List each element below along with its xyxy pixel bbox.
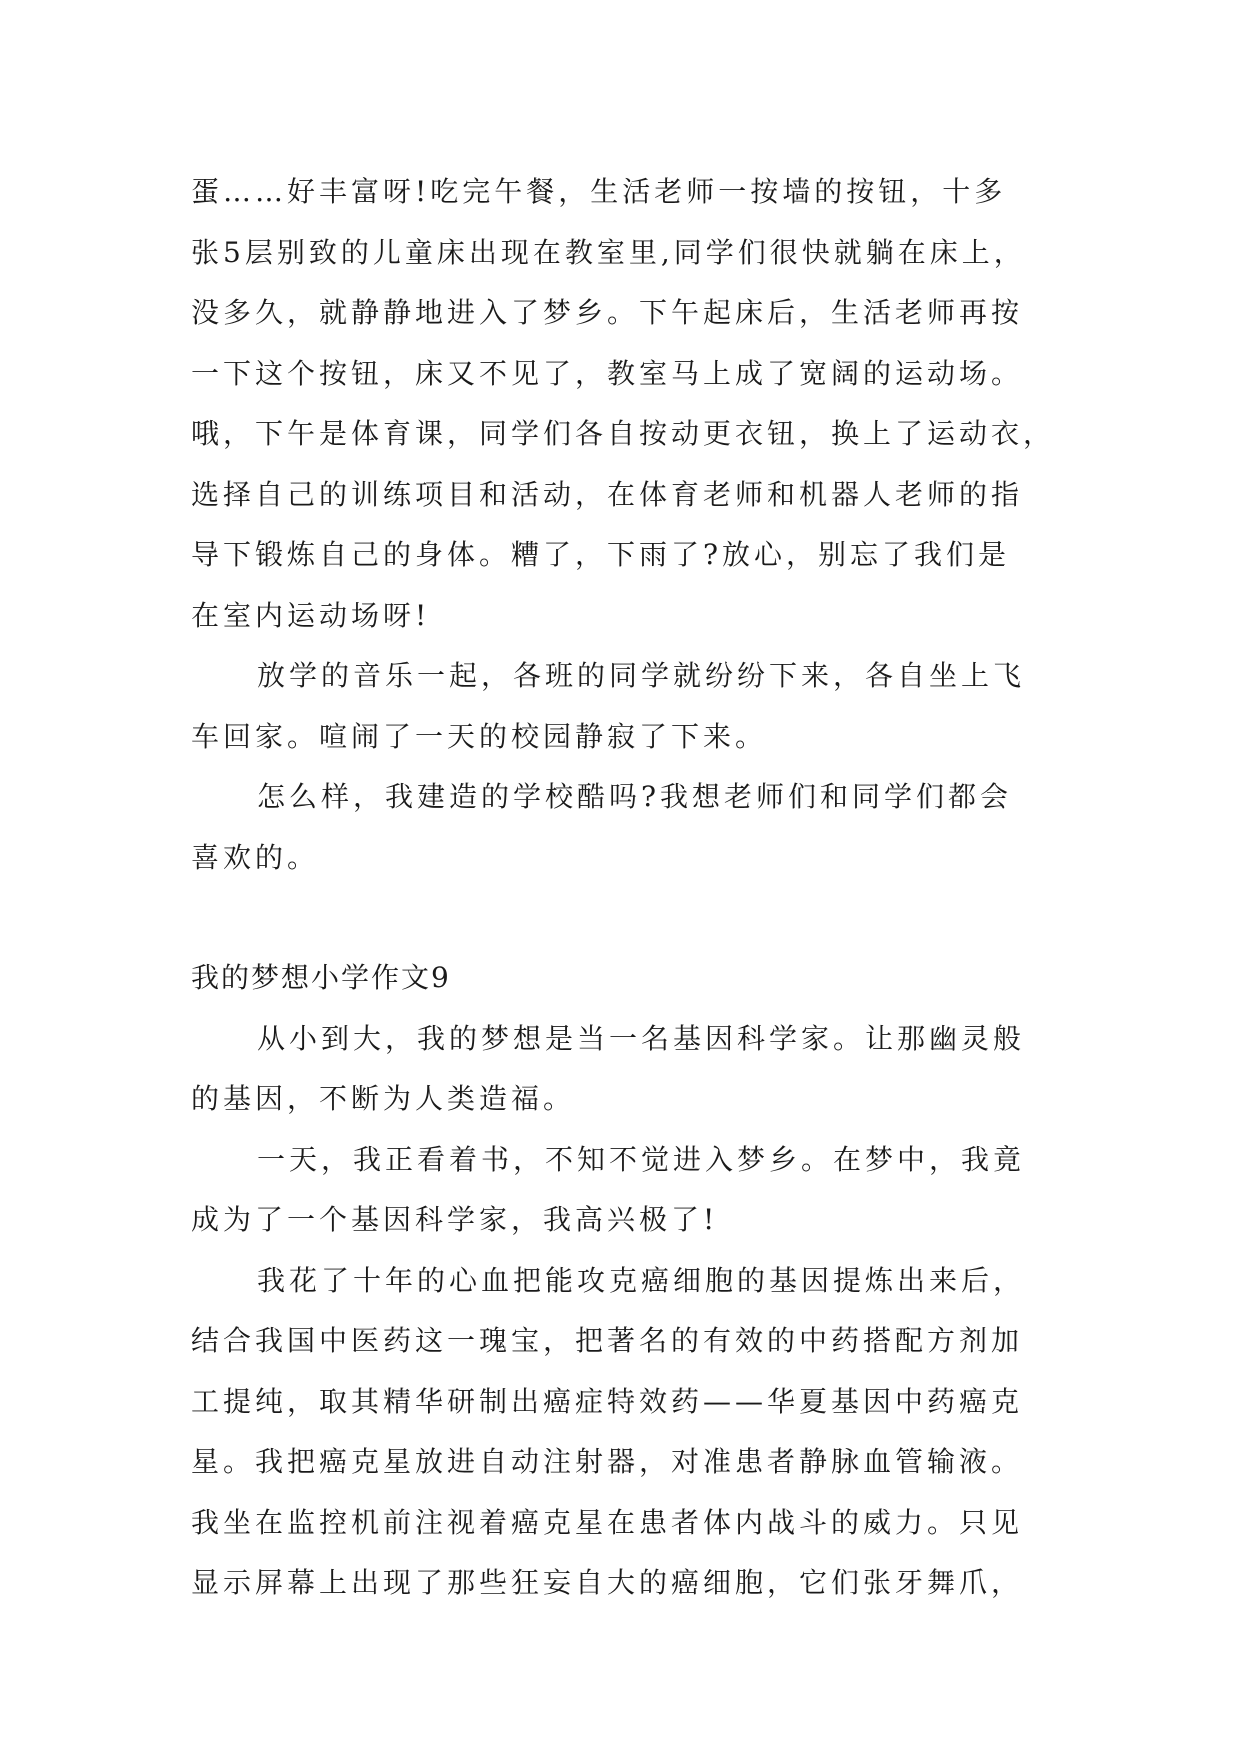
text-line: 我花了十年的心血把能攻克癌细胞的基因提炼出来后， <box>257 1263 1026 1297</box>
paragraph <box>191 162 1061 646</box>
text-line: 张5层别致的儿童床出现在教室里,同学们很快就躺在床上， <box>191 235 1026 269</box>
document-body <box>191 162 1061 1614</box>
text-line: 成为了一个基因科学家，我高兴极了! <box>191 1203 719 1236</box>
text-line: 的基因，不断为人类造福。 <box>191 1082 576 1115</box>
text-line: 工提纯，取其精华研制出癌症特效药——华夏基因中药癌克 <box>191 1384 1024 1418</box>
text-line: 一天，我正看着书，不知不觉进入梦乡。在梦中，我竟 <box>257 1142 1026 1176</box>
text-line: 车回家。喧闹了一天的校园静寂了下来。 <box>191 719 768 753</box>
paragraph <box>191 646 1061 767</box>
text-line: 显示屏幕上出现了那些狂妄自大的癌细胞，它们张牙舞爪， <box>191 1566 1024 1599</box>
text-line: 结合我国中医药这一瑰宝，把著名的有效的中药搭配方剂加 <box>191 1324 1024 1357</box>
text-line: 星。我把癌克星放进自动注射器，对准患者静脉血管输液。 <box>191 1445 1024 1478</box>
text-line: 怎么样，我建造的学校酷吗?我想老师们和同学们都会 <box>257 780 1013 813</box>
text-line: 我坐在监控机前注视着癌克星在患者体内战斗的威力。只见 <box>191 1505 1024 1539</box>
text-line: 哦，下午是体育课，同学们各自按动更衣钮，换上了运动衣， <box>191 417 1056 450</box>
paragraph <box>191 1009 1061 1130</box>
text-line: 在室内运动场呀! <box>191 598 431 632</box>
text-line: 选择自己的训练项目和活动，在体育老师和机器人老师的指 <box>191 477 1024 511</box>
section-gap <box>191 888 1061 948</box>
text-line: 导下锻炼自己的身体。糟了，下雨了?放心，别忘了我们是 <box>191 538 1011 571</box>
paragraph <box>191 1251 1061 1614</box>
text-line: 放学的音乐一起，各班的同学就纷纷下来，各自坐上飞 <box>257 659 1026 692</box>
text-line: 蛋……好丰富呀!吃完午餐，生活老师一按墙的按钮，十多 <box>191 175 1007 208</box>
text-line: 从小到大，我的梦想是当一名基因科学家。让那幽灵般 <box>257 1021 1026 1055</box>
text-line: 没多久，就静静地进入了梦乡。下午起床后，生活老师再按 <box>191 296 1024 329</box>
paragraph <box>191 1130 1061 1251</box>
paragraph <box>191 767 1061 888</box>
text-line: 喜欢的。 <box>191 840 320 874</box>
section-heading: 我的梦想小学作文9 <box>191 961 451 994</box>
text-line: 一下这个按钮，床又不见了，教室马上成了宽阔的运动场。 <box>191 356 1024 390</box>
